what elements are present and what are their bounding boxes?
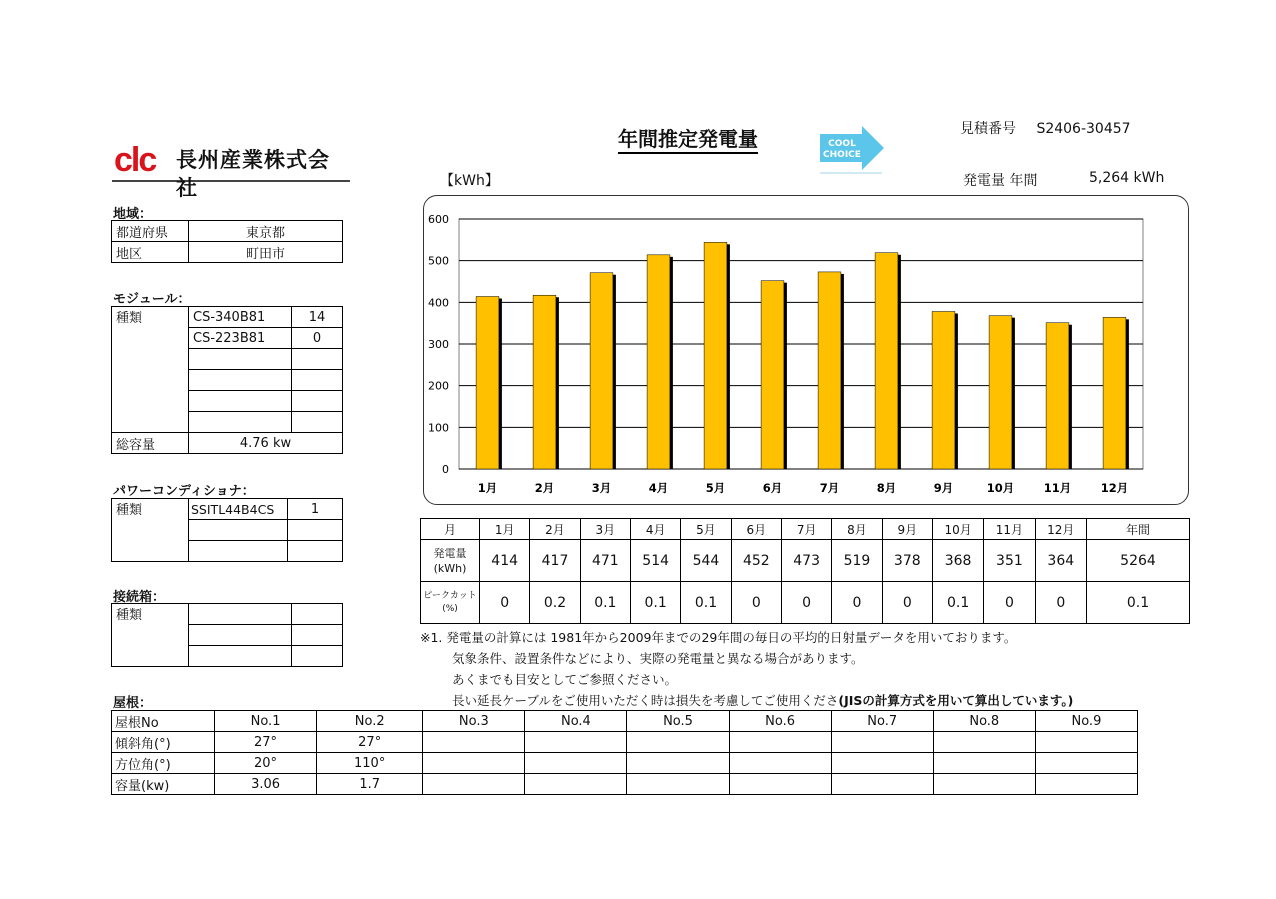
prefecture-value: 東京都 bbox=[189, 221, 343, 242]
bar bbox=[1046, 323, 1069, 469]
peak-cut-cell: 0 bbox=[882, 582, 932, 624]
pc-model: SSITL44B4CS bbox=[189, 499, 288, 520]
monthly-output-cell: 378 bbox=[882, 540, 932, 582]
pc-qty: 1 bbox=[288, 499, 343, 520]
roof-tilt-cell: 27° bbox=[215, 732, 317, 753]
power-conditioner-heading: パワーコンディショナ： bbox=[113, 484, 255, 499]
cool-choice-line2: CHOICE bbox=[823, 150, 861, 160]
note-line-3: あくまでも目安としてご参照ください。 bbox=[452, 672, 678, 687]
peak-label-1: ピークカット bbox=[423, 590, 477, 601]
jb-type-label: 種類 bbox=[112, 604, 189, 667]
roof-capacity-cell bbox=[933, 774, 1035, 795]
roof-tilt-cell: 27° bbox=[317, 732, 423, 753]
monthly-output-cell: 417 bbox=[530, 540, 580, 582]
empty-cell bbox=[288, 541, 343, 562]
module-type-label: 種類 bbox=[112, 307, 189, 433]
x-tick-label: 1月 bbox=[477, 481, 498, 495]
total-capacity-label: 総容量 bbox=[112, 433, 189, 454]
monthly-output-cell: 544 bbox=[681, 540, 731, 582]
roof-capacity-cell bbox=[423, 774, 525, 795]
roof-tilt-cell bbox=[933, 732, 1035, 753]
prefecture-label: 都道府県 bbox=[112, 221, 189, 242]
roof-col-header: No.9 bbox=[1035, 711, 1137, 732]
monthly-output-cell: 414 bbox=[480, 540, 530, 582]
x-tick-label: 12月 bbox=[1100, 481, 1129, 495]
junction-box-table bbox=[111, 603, 343, 667]
empty-cell bbox=[292, 604, 343, 625]
table-row bbox=[112, 242, 343, 263]
monthly-output-cell: 364 bbox=[1035, 540, 1086, 582]
empty-cell bbox=[292, 625, 343, 646]
x-tick-label: 3月 bbox=[591, 481, 612, 495]
cool-choice-line1: COOL bbox=[828, 139, 856, 149]
monthly-output-cell: 514 bbox=[630, 540, 680, 582]
bar bbox=[533, 295, 556, 469]
roof-azimuth-cell bbox=[525, 753, 627, 774]
bar bbox=[647, 255, 670, 469]
annual-output-label: 発電量 年間 bbox=[963, 173, 1038, 189]
roof-azimuth-cell bbox=[627, 753, 729, 774]
empty-cell bbox=[189, 349, 292, 370]
x-tick-label: 11月 bbox=[1043, 481, 1072, 495]
x-tick-label: 2月 bbox=[534, 481, 555, 495]
monthly-table bbox=[420, 518, 1190, 624]
total-capacity-value: 4.76 kw bbox=[189, 433, 343, 454]
roof-col-header: No.6 bbox=[729, 711, 831, 732]
output-label-2: (kWh) bbox=[433, 561, 467, 575]
module-qty: 0 bbox=[292, 328, 343, 349]
monthly-output-cell: 473 bbox=[781, 540, 831, 582]
module-model: CS-223B81 bbox=[189, 328, 292, 349]
peak-cut-cell: 0 bbox=[781, 582, 831, 624]
x-tick-label: 9月 bbox=[933, 481, 954, 495]
district-label: 地区 bbox=[112, 242, 189, 263]
roof-capacity-cell: 3.06 bbox=[215, 774, 317, 795]
x-tick-label: 4月 bbox=[648, 481, 669, 495]
roof-capacity-cell bbox=[1035, 774, 1137, 795]
month-col-header: 11月 bbox=[984, 519, 1035, 540]
roof-azimuth-cell bbox=[423, 753, 525, 774]
empty-cell bbox=[189, 391, 292, 412]
bar bbox=[818, 272, 841, 469]
month-header: 月 bbox=[421, 519, 480, 540]
module-heading: モジュール： bbox=[113, 292, 191, 307]
roof-capacity-label: 容量(kw) bbox=[112, 774, 215, 795]
module-qty: 14 bbox=[292, 307, 343, 328]
roof-tilt-cell bbox=[729, 732, 831, 753]
bar bbox=[476, 297, 499, 470]
monthly-output-cell: 351 bbox=[984, 540, 1035, 582]
peak-cut-cell: 0.1 bbox=[681, 582, 731, 624]
y-tick-label: 600 bbox=[428, 213, 449, 226]
empty-cell bbox=[292, 370, 343, 391]
roof-capacity-cell bbox=[729, 774, 831, 795]
roof-col-header: No.4 bbox=[525, 711, 627, 732]
roof-capacity-cell bbox=[525, 774, 627, 795]
roof-tilt-cell bbox=[423, 732, 525, 753]
empty-cell bbox=[292, 391, 343, 412]
roof-tilt-cell bbox=[627, 732, 729, 753]
bar bbox=[875, 253, 898, 469]
peak-label-2: (%) bbox=[442, 603, 458, 614]
estimate-label: 見積番号 bbox=[960, 121, 1016, 137]
roof-col-header: No.2 bbox=[317, 711, 423, 732]
roof-azimuth-cell bbox=[933, 753, 1035, 774]
empty-cell bbox=[288, 520, 343, 541]
note-line-2: 気象条件、設置条件などにより、実際の発電量と異なる場合があります。 bbox=[452, 651, 864, 666]
roof-col-header: No.3 bbox=[423, 711, 525, 732]
y-tick-label: 100 bbox=[428, 421, 449, 435]
roof-heading: 屋根： bbox=[113, 696, 153, 711]
roof-table bbox=[111, 710, 1138, 795]
y-tick-label: 500 bbox=[428, 254, 449, 268]
empty-cell bbox=[189, 541, 288, 562]
month-col-header: 9月 bbox=[882, 519, 932, 540]
empty-cell bbox=[189, 370, 292, 391]
month-col-header: 10月 bbox=[932, 519, 983, 540]
peak-cut-cell: 0.2 bbox=[530, 582, 580, 624]
x-tick-label: 7月 bbox=[819, 481, 840, 495]
module-table bbox=[111, 306, 343, 454]
roof-capacity-cell bbox=[831, 774, 933, 795]
month-col-header: 7月 bbox=[781, 519, 831, 540]
peak-cut-cell: 0.1 bbox=[580, 582, 630, 624]
module-model: CS-340B81 bbox=[189, 307, 292, 328]
district-value: 町田市 bbox=[189, 242, 343, 263]
annual-output-cell: 5264 bbox=[1087, 540, 1190, 582]
annual-output bbox=[963, 170, 1165, 190]
roof-azimuth-cell bbox=[1035, 753, 1137, 774]
x-tick-label: 5月 bbox=[705, 481, 726, 495]
roof-no-label: 屋根No bbox=[112, 711, 215, 732]
output-label-1: 発電量 bbox=[433, 546, 467, 560]
chart-unit-label: 【kWh】 bbox=[440, 173, 499, 189]
note-line-1: ※1. 発電量の計算には 1981年から2009年までの29年間の毎日の平均的日射量データを用いております。 bbox=[420, 630, 1017, 645]
note-line-4b: (JISの計算方式を用いて算出しています。) bbox=[838, 693, 1074, 708]
table-row bbox=[112, 221, 343, 242]
month-col-header: 2月 bbox=[530, 519, 580, 540]
bar bbox=[761, 281, 784, 469]
roof-tilt-cell bbox=[1035, 732, 1137, 753]
month-col-header: 3月 bbox=[580, 519, 630, 540]
y-tick-label: 300 bbox=[428, 338, 449, 351]
roof-col-header: No.7 bbox=[831, 711, 933, 732]
month-col-header: 4月 bbox=[630, 519, 680, 540]
bar bbox=[989, 316, 1012, 469]
empty-cell bbox=[189, 625, 292, 646]
roof-azimuth-cell bbox=[831, 753, 933, 774]
peak-cut-cell: 0.1 bbox=[932, 582, 983, 624]
company-logo bbox=[112, 141, 350, 200]
peak-cut-cell: 0 bbox=[984, 582, 1035, 624]
note-line-4a: 長い延長ケーブルをご使用いただく時は損失を考慮してご使用くださ bbox=[452, 693, 839, 708]
month-col-header: 6月 bbox=[731, 519, 781, 540]
x-tick-label: 8月 bbox=[876, 481, 897, 495]
empty-cell bbox=[292, 412, 343, 433]
roof-capacity-cell: 1.7 bbox=[317, 774, 423, 795]
power-conditioner-table bbox=[111, 498, 343, 562]
note-line-4 bbox=[420, 690, 1073, 711]
empty-cell bbox=[292, 646, 343, 667]
roof-tilt-cell bbox=[525, 732, 627, 753]
monthly-output-cell: 368 bbox=[932, 540, 983, 582]
company-name: 長州産業株式会社 bbox=[176, 148, 330, 200]
notes bbox=[420, 627, 1073, 711]
month-col-header: 12月 bbox=[1035, 519, 1086, 540]
monthly-output-chart bbox=[423, 195, 1189, 505]
peak-cut-cell: 0.1 bbox=[630, 582, 680, 624]
peak-cut-cell: 0 bbox=[832, 582, 882, 624]
annual-header: 年間 bbox=[1087, 519, 1190, 540]
roof-col-header: No.5 bbox=[627, 711, 729, 732]
clc-logo-mark: clc bbox=[114, 141, 156, 179]
monthly-output-cell: 471 bbox=[580, 540, 630, 582]
bar bbox=[590, 273, 613, 469]
roof-azimuth-cell: 110° bbox=[317, 753, 423, 774]
region-heading: 地域： bbox=[113, 207, 153, 222]
roof-capacity-cell bbox=[627, 774, 729, 795]
peak-cut-cell: 0 bbox=[480, 582, 530, 624]
estimate-value: S2406-30457 bbox=[1036, 121, 1131, 137]
empty-cell bbox=[189, 646, 292, 667]
peak-cut-cell: 0 bbox=[1035, 582, 1086, 624]
roof-tilt-label: 傾斜角(°) bbox=[112, 732, 215, 753]
cool-choice-logo bbox=[818, 126, 886, 178]
empty-cell bbox=[189, 604, 292, 625]
month-col-header: 5月 bbox=[681, 519, 731, 540]
estimate-number bbox=[960, 118, 1131, 138]
y-tick-label: 200 bbox=[428, 379, 449, 393]
empty-cell bbox=[292, 349, 343, 370]
month-col-header: 1月 bbox=[480, 519, 530, 540]
y-tick-label: 0 bbox=[442, 463, 449, 476]
x-tick-label: 10月 bbox=[986, 481, 1015, 495]
region-table bbox=[111, 220, 343, 263]
empty-cell bbox=[189, 412, 292, 433]
month-col-header: 8月 bbox=[832, 519, 882, 540]
bar bbox=[704, 242, 727, 469]
peak-cut-cell: 0 bbox=[731, 582, 781, 624]
junction-box-heading: 接続箱： bbox=[113, 590, 166, 605]
annual-output-value: 5,264 kWh bbox=[1089, 170, 1165, 186]
monthly-output-cell: 452 bbox=[731, 540, 781, 582]
pc-type-label: 種類 bbox=[112, 499, 189, 562]
bar bbox=[932, 312, 955, 470]
roof-azimuth-cell bbox=[729, 753, 831, 774]
page-title: 年間推定発電量 bbox=[618, 126, 758, 154]
roof-col-header: No.1 bbox=[215, 711, 317, 732]
x-tick-label: 6月 bbox=[762, 481, 783, 495]
output-row-label bbox=[421, 540, 480, 582]
y-tick-label: 400 bbox=[428, 296, 449, 310]
bar bbox=[1103, 317, 1126, 469]
roof-col-header: No.8 bbox=[933, 711, 1035, 732]
roof-azimuth-label: 方位角(°) bbox=[112, 753, 215, 774]
empty-cell bbox=[189, 520, 288, 541]
roof-azimuth-cell: 20° bbox=[215, 753, 317, 774]
roof-tilt-cell bbox=[831, 732, 933, 753]
annual-peak-cut-cell: 0.1 bbox=[1087, 582, 1190, 624]
peak-row-label bbox=[421, 582, 480, 624]
monthly-output-cell: 519 bbox=[832, 540, 882, 582]
